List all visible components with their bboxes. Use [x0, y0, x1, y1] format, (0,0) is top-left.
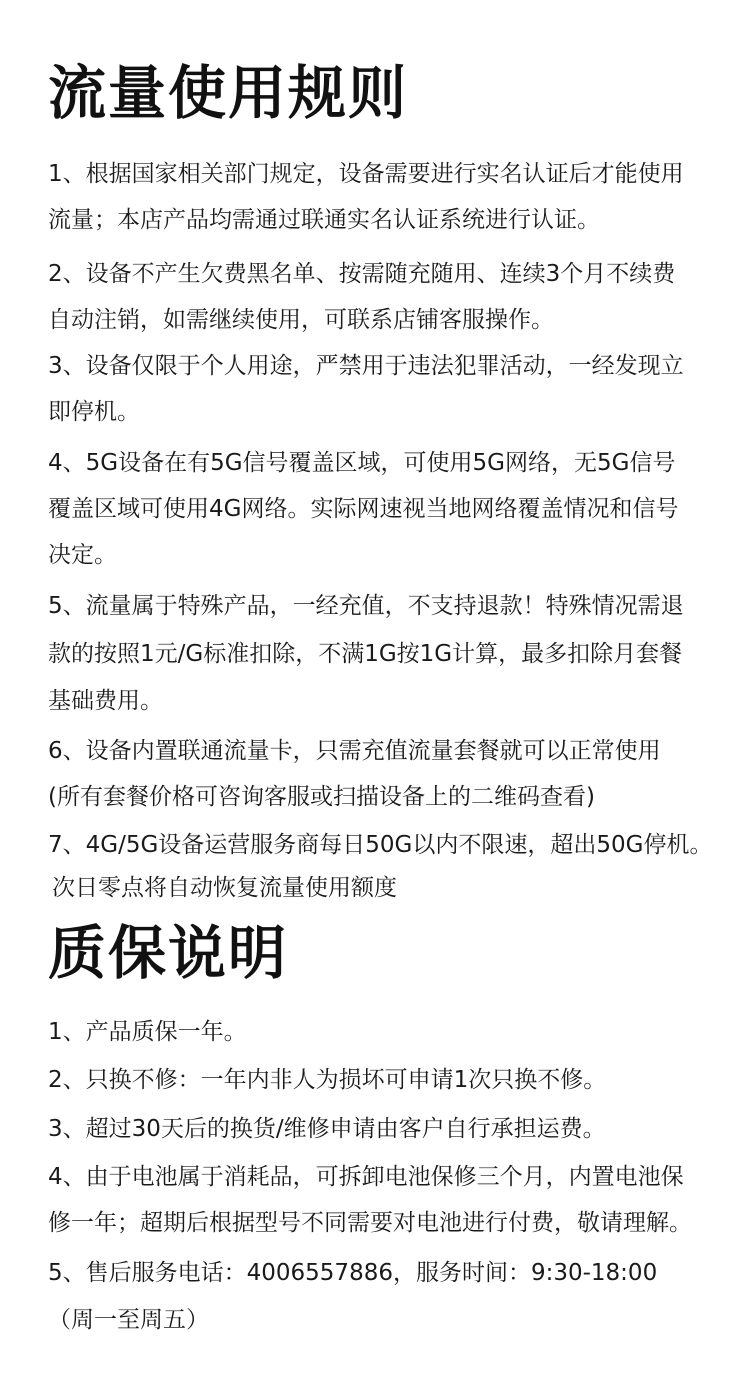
rules-line: 覆盖区域可使用4G网络。实际网速视当地网络覆盖情况和信号	[48, 496, 679, 522]
rules-line: (所有套餐价格可咨询客服或扫描设备上的二维码查看)	[48, 784, 595, 810]
rules-line: 2、设备不产生欠费黑名单、按需随充随用、连续3个月不续费	[48, 261, 676, 287]
rules-line: 6、设备内置联通流量卡，只需充值流量套餐就可以正常使用	[48, 738, 661, 764]
warranty-line: 2、只换不修：一年内非人为损坏可申请1次只换不修。	[48, 1067, 607, 1093]
rules-line: 自动注销，如需继续使用，可联系店铺客服操作。	[48, 307, 554, 333]
warranty-line: （周一至周五）	[48, 1307, 209, 1333]
rules-line: 流量；本店产品均需通过联通实名认证系统进行认证。	[48, 207, 600, 233]
warranty-line: 1、产品质保一年。	[48, 1019, 247, 1045]
rules-line: 即停机。	[48, 399, 140, 425]
warranty-line: 3、超过30天后的换货/维修申请由客户自行承担运费。	[48, 1116, 606, 1142]
rules-line: 基础费用。	[48, 688, 163, 714]
rules-line: 1、根据国家相关部门规定，设备需要进行实名认证后才能使用	[48, 161, 684, 187]
rules-line: 次日零点将自动恢复流量使用额度	[52, 875, 397, 901]
rules-line: 3、设备仅限于个人用途，严禁用于违法犯罪活动，一经发现立	[48, 353, 684, 379]
rules-line: 4、5G设备在有5G信号覆盖区域，可使用5G网络，无5G信号	[48, 450, 676, 476]
warranty-line: 修一年；超期后根据型号不同需要对电池进行付费，敬请理解。	[48, 1210, 692, 1236]
warranty-title: 质保说明	[48, 919, 289, 987]
warranty-line: 5、售后服务电话：4006557886，服务时间：9:30-18:00	[48, 1260, 658, 1286]
rules-line: 5、流量属于特殊产品，一经充值，不支持退款！特殊情况需退	[48, 593, 684, 619]
rules-line: 款的按照1元/G标准扣除，不满1G按1G计算，最多扣除月套餐	[48, 641, 683, 667]
rules-line: 7、4G/5G设备运营服务商每日50G以内不限速，超出50G停机。	[48, 832, 713, 858]
rules-title: 流量使用规则	[48, 59, 409, 127]
warranty-line: 4、由于电池属于消耗品，可拆卸电池保修三个月，内置电池保	[48, 1164, 684, 1190]
rules-line: 决定。	[48, 542, 117, 568]
